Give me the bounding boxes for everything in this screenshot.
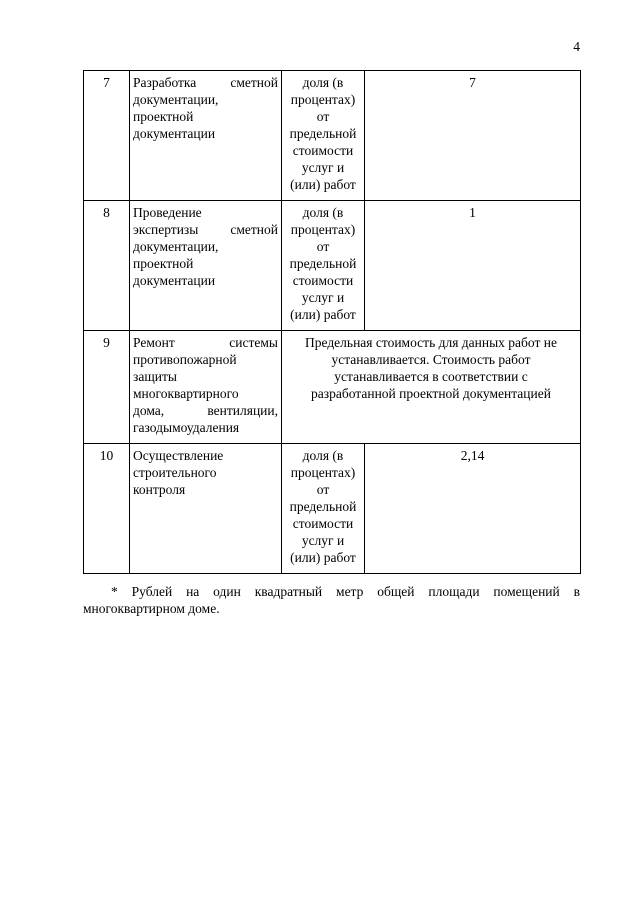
footnote-line: * Рублей на один квадратный метр общей площади помещений в (111, 584, 580, 599)
value-cell: 2,14 (365, 444, 581, 574)
work-name-line: Осуществление (133, 448, 224, 463)
work-name-line: документации (133, 126, 216, 141)
work-name-line: проектной (133, 256, 194, 271)
page-number: 4 (573, 39, 580, 54)
unit-line: (или) работ (290, 177, 356, 192)
work-name-line: Разработка сметной (133, 75, 278, 90)
unit-line: от (316, 482, 330, 497)
merged-note-line: разработанной проектной документацией (311, 386, 551, 401)
work-name-line: документации (133, 273, 216, 288)
work-name-line: Проведение (133, 205, 202, 220)
table-row (84, 444, 581, 574)
table-row (84, 331, 581, 444)
unit-cell (282, 201, 365, 331)
row-number: 9 (84, 331, 130, 444)
merged-note-line: устанавливается. Стоимость работ (331, 352, 531, 367)
works-table (83, 70, 581, 574)
merged-note-cell (282, 331, 581, 444)
work-name-line: строительного (133, 465, 217, 480)
footnote (83, 583, 580, 617)
merged-note-line: устанавливается в соответствии с (334, 369, 528, 384)
unit-line: доля (в (302, 75, 344, 90)
unit-line: услуг и (301, 290, 345, 305)
unit-line: стоимости (292, 143, 354, 158)
work-name-line: Ремонт системы (133, 335, 278, 350)
unit-line: (или) работ (290, 307, 356, 322)
work-name (130, 201, 282, 331)
unit-line: доля (в (302, 205, 344, 220)
unit-line: процентах) (290, 92, 356, 107)
unit-line: процентах) (290, 465, 356, 480)
work-name-line: газодымоудаления (133, 420, 240, 435)
value-cell: 1 (365, 201, 581, 331)
unit-line: услуг и (301, 160, 345, 175)
unit-line: предельной (289, 126, 357, 141)
table-row (84, 201, 581, 331)
work-name-line: защиты (133, 369, 177, 384)
merged-note-line: Предельная стоимость для данных работ не (305, 335, 557, 350)
unit-line: от (316, 109, 330, 124)
table-row (84, 71, 581, 201)
work-name-line: контроля (133, 482, 186, 497)
work-name-line: дома, вентиляции, (133, 403, 278, 418)
unit-line: (или) работ (290, 550, 356, 565)
unit-line: доля (в (302, 448, 344, 463)
row-number: 8 (84, 201, 130, 331)
value-cell: 7 (365, 71, 581, 201)
unit-cell (282, 71, 365, 201)
unit-cell (282, 444, 365, 574)
unit-line: предельной (289, 499, 357, 514)
unit-line: стоимости (292, 516, 354, 531)
work-name-line: экспертизы сметной (133, 222, 278, 237)
footnote-line: многоквартирном доме. (83, 601, 220, 616)
work-name-line: документации, (133, 239, 219, 254)
unit-line: стоимости (292, 273, 354, 288)
work-name-line: проектной (133, 109, 194, 124)
unit-line: процентах) (290, 222, 356, 237)
work-name (130, 71, 282, 201)
unit-line: предельной (289, 256, 357, 271)
row-number: 7 (84, 71, 130, 201)
unit-line: услуг и (301, 533, 345, 548)
row-number: 10 (84, 444, 130, 574)
unit-line: от (316, 239, 330, 254)
work-name-line: многоквартирного (133, 386, 239, 401)
work-name-line: документации, (133, 92, 219, 107)
work-name (130, 444, 282, 574)
work-name-line: противопожарной (133, 352, 237, 367)
work-name (130, 331, 282, 444)
